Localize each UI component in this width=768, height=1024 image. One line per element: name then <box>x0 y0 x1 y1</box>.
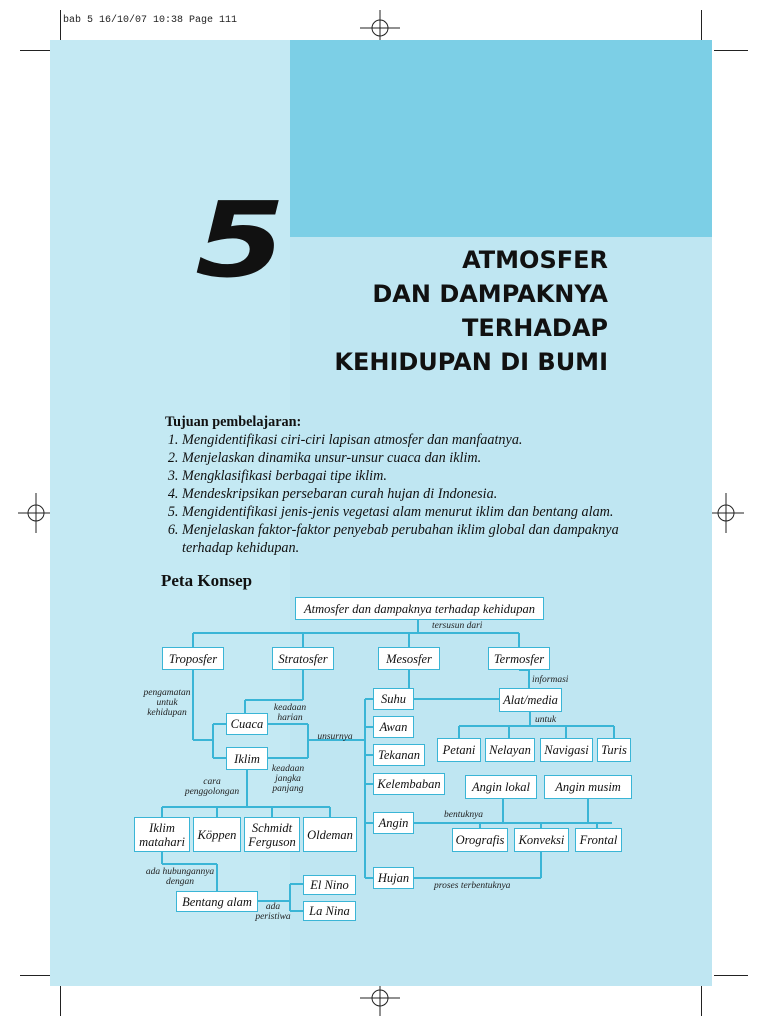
print-slug: bab 5 16/10/07 10:38 Page 111 <box>63 15 238 26</box>
concept-turis: Turis <box>597 738 631 762</box>
concept-hujan: Hujan <box>373 867 414 889</box>
chapter-number: 5 <box>195 179 286 301</box>
title-line: DAN DAMPAKNYA <box>372 280 608 308</box>
concept-suhu: Suhu <box>373 688 414 710</box>
concept-nelayan: Nelayan <box>485 738 535 762</box>
concept-stratosfer: Stratosfer <box>272 647 334 670</box>
concept-map-heading: Peta Konsep <box>161 571 253 590</box>
concept-kelembaban: Kelembaban <box>373 773 445 795</box>
label-informasi: informasi <box>532 675 569 685</box>
concept-awan: Awan <box>373 716 414 738</box>
concept-navigasi: Navigasi <box>540 738 593 762</box>
title-line: KEHIDUPAN DI BUMI <box>334 348 608 376</box>
concept-angin-musim: Angin musim <box>544 775 632 799</box>
concept-orografis: Orografis <box>452 828 508 852</box>
title-line: TERHADAP <box>462 314 608 342</box>
label-pengamatan: pengamatan untuk kehidupan <box>143 688 191 718</box>
concept-schmidt-ferguson: Schmidt Ferguson <box>244 817 300 852</box>
concept-iklim: Iklim <box>226 747 268 770</box>
label-tersusun-dari: tersusun dari <box>432 621 483 631</box>
concept-termosfer: Termosfer <box>488 647 550 670</box>
label-cara-penggolongan: cara penggolongan <box>184 777 240 797</box>
objective-item: 1. Mengidentifikasi ciri-ciri lapisan atmosfer dan manfaatnya. <box>182 431 635 449</box>
concept-petani: Petani <box>437 738 481 762</box>
concept-bentang-alam: Bentang alam <box>176 891 258 912</box>
label-keadaan-harian: keadaan harian <box>273 703 307 723</box>
objectives-heading: Tujuan pembelajaran: <box>165 414 302 430</box>
concept-el-nino: El Nino <box>303 875 356 895</box>
concept-tekanan: Tekanan <box>373 744 425 766</box>
concept-mesosfer: Mesosfer <box>378 647 440 670</box>
concept-troposfer: Troposfer <box>162 647 224 670</box>
title-line: ATMOSFER <box>462 246 608 274</box>
label-bentuknya: bentuknya <box>444 810 484 820</box>
objective-item: 2. Menjelaskan dinamika unsur-unsur cuaca dan iklim. <box>182 449 635 467</box>
label-ada-hubungannya: ada hubungannya dengan <box>145 867 215 887</box>
objective-item: 6. Menjelaskan faktor-faktor penyebab perubahan iklim global dan dampaknya terhadap kehidupan. <box>182 521 635 557</box>
objective-item: 3. Mengklasifikasi berbagai tipe iklim. <box>182 467 635 485</box>
concept-frontal: Frontal <box>575 828 622 852</box>
concept-oldeman: Oldeman <box>303 817 357 852</box>
concept-koppen: Köppen <box>193 817 241 852</box>
label-untuk: untuk <box>535 715 557 725</box>
concept-iklim-matahari: Iklim matahari <box>134 817 190 852</box>
label-proses-terbentuknya: proses terbentuknya <box>434 881 511 891</box>
label-keadaan-jangka-panjang: keadaan jangka panjang <box>271 764 305 794</box>
concept-cuaca: Cuaca <box>226 713 268 735</box>
concept-la-nina: La Nina <box>303 901 356 921</box>
concept-angin: Angin <box>373 812 414 834</box>
concept-alat-media: Alat/media <box>499 688 562 712</box>
objective-item: 4. Mendeskripsikan persebaran curah hujan di Indonesia. <box>182 485 635 503</box>
concept-angin-lokal: Angin lokal <box>465 775 537 799</box>
label-ada-peristiwa: ada peristiwa <box>255 902 291 922</box>
concept-root: Atmosfer dan dampaknya terhadap kehidupan <box>295 597 544 620</box>
label-unsurnya: unsurnya <box>317 732 353 742</box>
objective-item: 5. Mengidentifikasi jenis-jenis vegetasi alam menurut iklim dan bentang alam. <box>182 503 635 521</box>
concept-konveksi: Konveksi <box>514 828 569 852</box>
